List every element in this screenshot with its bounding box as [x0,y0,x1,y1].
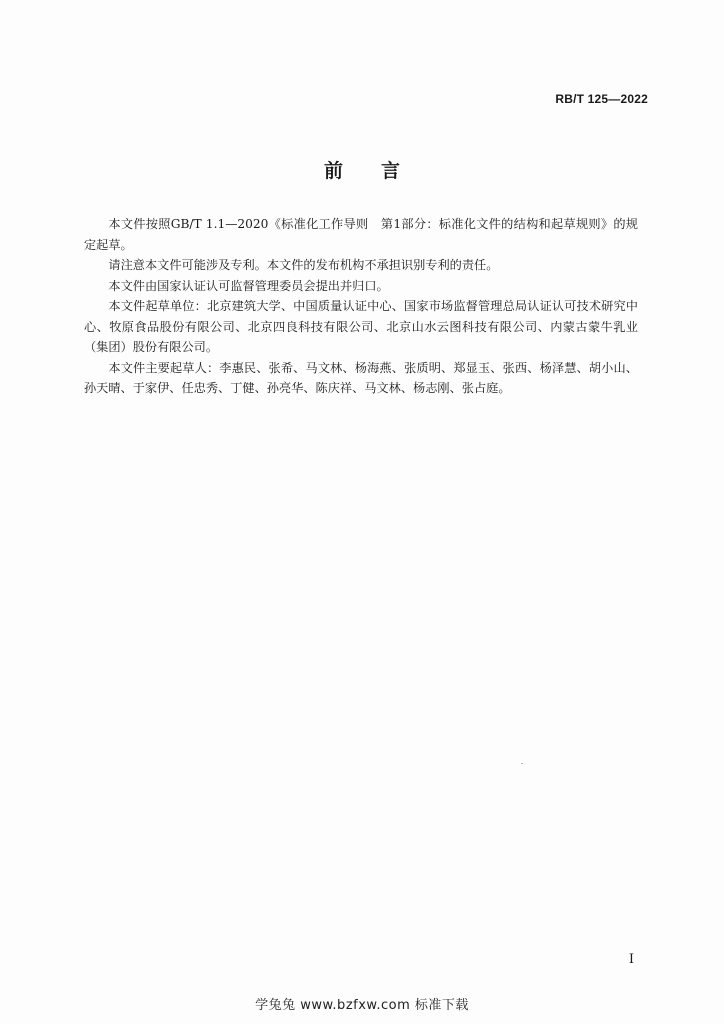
paragraph-patent-notice: 请注意本文件可能涉及专利。本文件的发布机构不承担识别专利的责任。 [108,258,499,272]
paragraph-drafting-rules: 本文件按照GB/T 1.1—2020《标准化工作导则 第1部分：标准化文件的结构和起草规则》的规定起草。 [84,217,638,252]
paragraph-drafting-units: 本文件起草单位：北京建筑大学、中国质量认证中心、国家市场监督管理总局认证认可技术研究中心、牧原食品股份有限公司、北京四良科技有限公司、北京山水云图科技有限公司、内蒙古蒙牛乳业（集团）股份有限公司。 [84,299,638,354]
scan-speck [521,763,523,764]
page-number: I [628,952,634,967]
paragraph-drafters: 本文件主要起草人：李惠民、张希、马文林、杨海燕、张质明、郑显玉、张西、杨泽慧、胡小山、孙天晴、于家伊、任忠秀、丁健、孙亮华、陈庆祥、马文林、杨志刚、张占庭。 [84,360,638,395]
paragraph-proposer: 本文件由国家认证认可监督管理委员会提出并归口。 [108,278,389,293]
watermark-text: 学兔兔 www.bzfxw.com 标准下载 [255,998,469,1013]
foreword-body [84,214,638,399]
standard-code: RB/T 125—2022 [555,92,648,106]
page-title: 前言 [323,160,438,182]
